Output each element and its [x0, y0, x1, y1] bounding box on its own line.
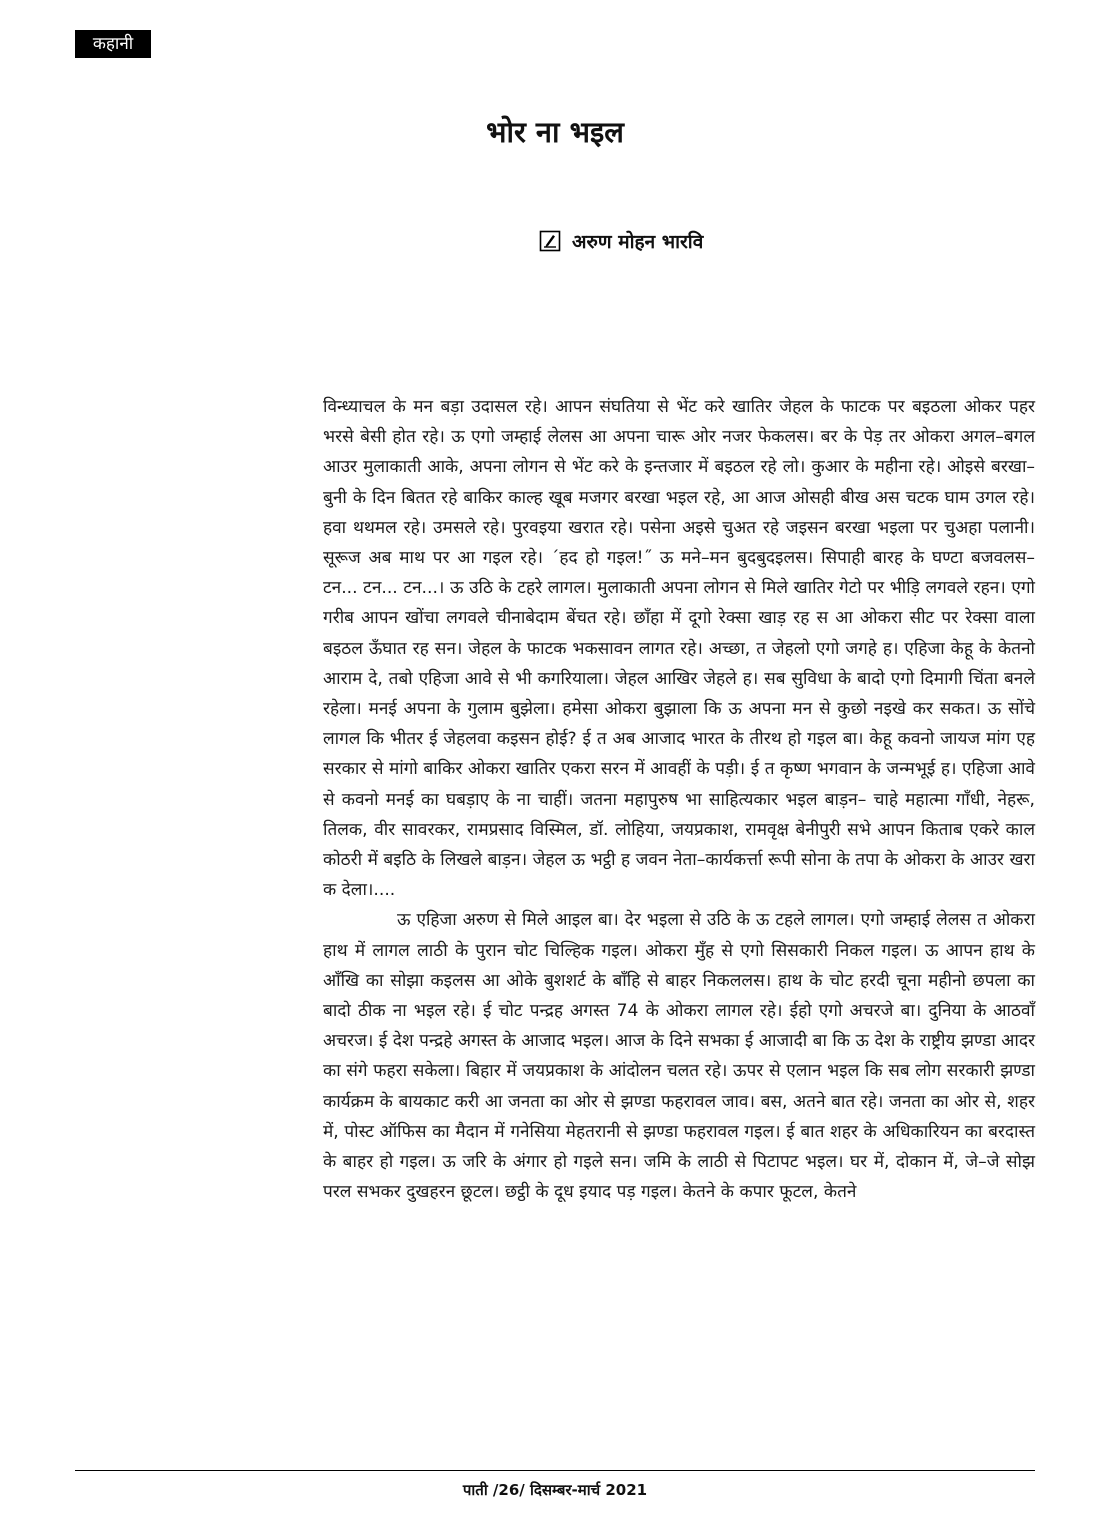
author-byline — [538, 228, 703, 254]
pen-paper-icon — [538, 229, 562, 253]
author-name: अरुण मोहन भारवि — [572, 231, 704, 253]
story-title: भोर ना भइल — [486, 115, 624, 149]
section-tag: कहानी — [75, 30, 151, 58]
paragraph-2: ऊ एहिजा अरुण से मिले आइल बा। देर भइला से उठि के ऊ टहले लागल। एगो जम्हाई लेलस त ओकरा हाथ में लागल लाठी के पुरान चोट चिल्हिक गइल। ओकरा मुँह से एगो सिसकारी निकल गइल। ऊ आपन हाथ के आँखि का सोझा कइलस आ ओके बुशशर्ट के बाँहि से बाहर निकललस। हाथ के चोट हरदी चूना महीनो छपला का बादो ठीक ना भइल रहे। ई चोट पन्द्रह अगस्त 74 के ओकरा लागल रहे। ईहो एगो अचरजे बा। दुनिया के आठवाँ अचरज। ई देश पन्द्रहे अगस्त के आजाद भइल। आज के दिने सभका ई आजादी बा कि ऊ देश के राष्ट्रीय झण्डा आदर का संगे फहरा सकेला। बिहार में जयप्रकाश के आंदोलन चलत रहे। ऊपर से एलान भइल कि सब लोग सरकारी झण्डा कार्यक्रम के बायकाट करी आ जनता का ओर से झण्डा फहरावल जाव। बस, अतने बात रहे। जनता का ओर से, शहर में, पोस्ट ऑफिस का मैदान में गनेसिया मेहतरानी से झण्डा फहरावल गइल। ई बात शहर के अधिकारियन का बरदास्त के बाहर हो गइल। ऊ जरि के अंगार हो गइले सन। जमि के लाठी से पिटापट भइल। घर में, दोकान में, जे–जे सोझ परल सभकर दुखहरन छूटल। छट्ठी के दूध इयाद पड़ गइल। केतने के कपार फूटल, केतने — [323, 910, 1035, 1203]
paragraph-1: विन्ध्याचल के मन बड़ा उदासल रहे। आपन संघतिया से भेंट करे खातिर जेहल के फाटक पर बइठला ओकर पहर भरसे बेसी होत रहे। ऊ एगो जम्हाई लेलस आ अपना चारू ओर नजर फेकलस। बर के पेड़ तर ओकरा अगल–बगल आउर मुलाकाती आके, अपना लोगन से भेंट करे के इन्तजार में बइठल रहे लो। कुआर के महीना रहे। ओइसे बरखा–बुनी के दिन बितत रहे बाकिर काल्ह खूब मजगर बरखा भइल रहे, आ आज ओसही बीख अस चटक घाम उगल रहे। हवा थथमल रहे। उमसले रहे। पुरवइया खरात रहे। पसेना अइसे चुअत रहे जइसन बरखा भइला पर चुअहा पलानी। सूरूज अब माथ पर आ गइल रहे। ´हद हो गइल!˝ ऊ मने–मन बुदबुदइलस। सिपाही बारह के घण्टा बजवलस– टन... टन... टन...। ऊ उठि के टहरे लागल। मुलाकाती अपना लोगन से मिले खातिर गेटो पर भीड़ि लगवले रहन। एगो गरीब आपन खोंचा लगवले चीनाबेदाम बेंचत रहे। छाँहा में दूगो रेक्सा खाड़ रह स आ ओकरा सीट पर रेक्सा वाला बइठल ऊँघात रह सन। जेहल के फाटक भकसावन लागत रहे। अच्छा, त जेहलो एगो जगहे ह। एहिजा केहू के केतनो आराम दे, तबो एहिजा आवे से भी कगरियाला। जेहल आखिर जेहले ह। सब सुविधा के बादो एगो दिमागी चिंता बनले रहेला। मनई अपना के गुलाम बुझेला। हमेसा ओकरा बुझाला कि ऊ अपना मन से कुछो नइखे कर सकत। ऊ सोंचे लागल कि भीतर ई जेहलवा कइसन होई? ई त अब आजाद भारत के तीरथ हो गइल बा। केहू कवनो जायज मांग एह सरकार से मांगो बाकिर ओकरा खातिर एकरा सरन में आवहीं के पड़ी। ई त कृष्ण भगवान के जन्मभूई ह। एहिजा आवे से कवनो मनई का घबड़ाए के ना चाहीं। जतना महापुरुष भा साहित्यकार भइल बाड़न– चाहे महात्मा गाँधी, नेहरू, तिलक, वीर सावरकर, रामप्रसाद विस्मिल, डॉ. लोहिया, जयप्रकाश, रामवृक्ष बेनीपुरी सभे आपन किताब एकरे काल कोठरी में बइठि के लिखले बाड़न। जेहल ऊ भट्ठी ह जवन नेता–कार्यकर्त्ता रूपी सोना के तपा के ओकरा के आउर खरा क देला।.... — [323, 397, 1035, 901]
story-body — [323, 392, 1035, 1207]
page-footer: पाती /26/ दिसम्बर-मार्च 2021 — [462, 1481, 648, 1499]
footer-divider — [75, 1470, 1035, 1471]
